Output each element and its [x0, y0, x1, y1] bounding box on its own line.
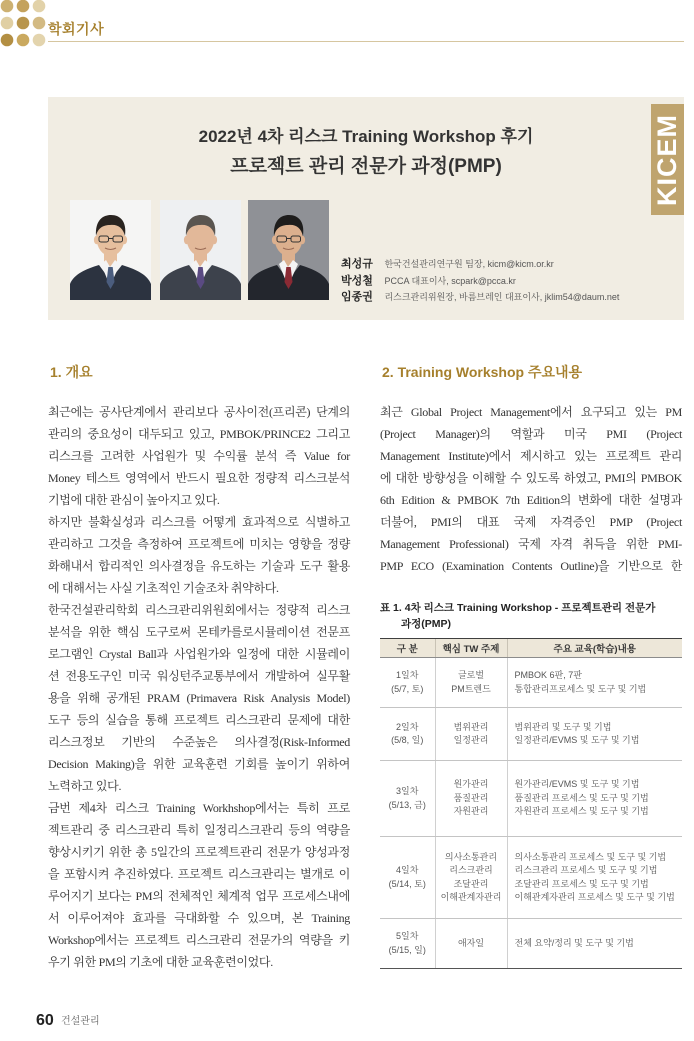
table-cell-line: 조달관리 [453, 878, 489, 889]
text-line: 루어지기 보다는 PM의 전체적인 체계적 업무 프로세스내에 [48, 889, 350, 903]
table-cell-line: 조달관리 프로세스 및 도구 및 기법 [514, 878, 649, 889]
table-cell-content [507, 708, 682, 761]
text-line: Management Professional) 국제 자격 취득을 위한 PMI- [380, 537, 682, 551]
table-cell-line: 일정관리/EVMS 및 도구 및 기법 [514, 735, 640, 745]
paragraph [48, 599, 350, 797]
decorative-dot [1, 34, 14, 47]
text-line: 에 대한 방향성을 이해할 수 있도록 하였고, PMI의 PMBOK [380, 471, 682, 485]
table-cell-topic [435, 837, 507, 919]
table-header-cell: 구 분 [380, 639, 435, 658]
author-name: 최성규 [341, 258, 373, 270]
text-line: 향상시키기 위한 총 5일간의 프로젝트관리 전문가 양성과정 [48, 845, 350, 859]
table-cell-line: 3일차 [396, 786, 419, 796]
brand-tab-label: KICEM [652, 113, 682, 206]
table-cell-line: 2일차 [396, 721, 419, 732]
decorative-dot [1, 0, 14, 12]
table-cell-content [507, 837, 682, 919]
table-caption-line: 과정(PMP) [401, 618, 452, 630]
decorative-dot [1, 17, 14, 30]
decorative-dot [17, 17, 30, 30]
paragraph [48, 511, 350, 599]
text-line: Decision Making)을 위한 교육훈련 기회를 높이기 위하여 [48, 757, 350, 771]
author-name: 임종권 [341, 291, 373, 303]
decorative-dot [17, 0, 30, 12]
author-row [341, 288, 681, 305]
table-cell-day [380, 761, 435, 837]
table-cell-line: 리스크관리 프로세스 및 도구 및 기법 [514, 865, 658, 875]
table-header-cell: 주요 교육(학습)내용 [507, 639, 682, 658]
text-line: 6th Edition & PMBOK 7th Edition의 변화에 대한 설명과 [380, 493, 682, 507]
table-cell-line: 애자일 [457, 937, 485, 948]
author-affiliation: 리스크관리위원장, 바름브레인 대표이사, jklim54@daum.net [384, 292, 620, 302]
table-cell-line: 일정관리 [453, 735, 489, 745]
author-affiliation: 한국건설관리연구원 팀장, kicm@kicm.or.kr [384, 259, 554, 269]
section-heading-overview: 1. 개요 [50, 364, 93, 380]
table-cell-line: 이해관계자관리 프로세스 및 도구 및 기법 [514, 892, 675, 902]
table-cell-line: 리스크관리 [449, 865, 493, 875]
text-line: 션 전용도구인 미국 워싱턴주교통부에서 개발하여 실무활 [48, 669, 350, 683]
table-cell-topic [435, 919, 507, 969]
table-cell-line: 의사소통관리 [444, 851, 498, 862]
text-line: 에 대해서는 사실 기초적인 기술조차 취약하다. [48, 581, 279, 595]
left-column [48, 362, 350, 982]
table-cell-line: 자원관리 [453, 806, 489, 817]
text-line: 최근에는 공사단계에서 관리보다 공사이전(프리콘) 단계의 [48, 405, 350, 419]
table-cell-topic [435, 761, 507, 837]
decorative-dot [33, 34, 46, 47]
paragraph [48, 797, 350, 973]
table-caption-line: 표 1. 4차 리스크 Training Workshop - 프로젝트관리 전문가 [380, 602, 656, 614]
article-title: 2022년 4차 리스크 Training Workshop 후기 [198, 127, 534, 146]
schedule-table [380, 638, 682, 969]
text-line: PMP ECO (Examination Contents Outline)을 기반으로 한 [380, 559, 682, 573]
author-photo [248, 200, 329, 300]
text-line: Money 테스트 영역에서 반드시 필요한 정량적 리스크분석 [48, 471, 350, 485]
text-line: 금번 제4차 리스크 Training Workhshop에서는 특히 프로 [48, 801, 350, 815]
table-row [380, 837, 682, 919]
table-cell-line: 원가관리/EVMS 및 도구 및 기법 [514, 779, 640, 790]
table-cell-line: 의사소통관리 프로세스 및 도구 및 기법 [514, 851, 667, 862]
decorative-dot [33, 17, 46, 30]
text-line: 화해내서 합리적인 의사결정을 유도하는 기술과 도구 활용 [48, 559, 350, 573]
table-cell-topic [435, 658, 507, 708]
table-body [380, 658, 682, 969]
table-cell-line: 전체 요약/정리 및 도구 및 기법 [514, 937, 634, 948]
table-row [380, 658, 682, 708]
table-cell-line: PMBOK 6판, 7판 [514, 670, 582, 680]
paragraph [380, 401, 682, 577]
text-line: 을 포함시켜 추진하였다. 프로젝트 리스크관리는 별개로 이 [48, 867, 350, 881]
table-row [380, 708, 682, 761]
paragraph [48, 401, 350, 511]
text-line: 도구 등의 실습을 통해 프로젝트 리스크관리 문제에 대한 [48, 713, 350, 727]
right-column [380, 362, 682, 982]
author-photo [160, 200, 241, 300]
text-line: Management Institute)에서 제시하고 있는 프로젝트 관리 [380, 449, 682, 463]
table-cell-line: (5/7, 토) [391, 683, 424, 694]
decorative-dots [0, 0, 46, 48]
text-line: 용을 위해 공개된 PRAM (Primavera Risk Analysis Model) [48, 691, 350, 705]
text-line: 서 이루어져야 효과를 극대화할 수 있으며, 본 Training [48, 911, 350, 925]
table-cell-line: 1일차 [396, 670, 419, 680]
table-row [380, 761, 682, 837]
table-cell-topic [435, 708, 507, 761]
table-cell-day [380, 708, 435, 761]
table-cell-line: (5/15, 일) [388, 944, 426, 955]
table-cell-content [507, 658, 682, 708]
text-line: 관리의 중요성이 대두되고 있고, PMBOK/PRINCE2 그리고 [48, 427, 350, 441]
body-text [48, 401, 350, 973]
table-header-row [380, 639, 682, 658]
text-line: 분석을 위한 핵심 도구로써 몬테카를로시뮬레이션 전문프 [48, 625, 350, 639]
text-line: 젝트관리 중 리스크관리 특히 일정리스크관리 등의 역량을 [48, 823, 350, 837]
table-cell-line: 원가관리 [453, 779, 489, 790]
table-cell-content [507, 919, 682, 969]
decorative-dot [33, 0, 46, 12]
text-line: 노력하고 있다. [48, 779, 122, 793]
text-line: 로그램인 Crystal Ball과 사업원가와 일정에 대한 시뮬레이 [48, 647, 350, 661]
body-text [380, 401, 682, 577]
table-cell-line: 범위관리 [453, 721, 489, 732]
text-line: 더불어, PMI의 대표 국제 자격증인 PMP (Project [380, 515, 682, 529]
table-cell-day [380, 837, 435, 919]
text-line: Workshop에서는 프로젝트 리스크관리 전문가의 역량을 키 [48, 933, 350, 947]
text-line: 한국건설관리학회 리스크관리위원회에서는 정량적 리스크 [48, 603, 350, 617]
text-line: (Project Manager)의 역할과 미국 PMI (Project [380, 427, 682, 441]
author-photo [70, 200, 151, 300]
table-cell-line: (5/13, 금) [388, 799, 426, 810]
table-cell-day [380, 919, 435, 969]
table-cell-line: (5/8, 일) [391, 735, 424, 745]
table-cell-day [380, 658, 435, 708]
article-header [48, 97, 684, 320]
table-cell-line: 글로벌 [457, 670, 485, 680]
table-caption [380, 600, 682, 632]
text-line: 기법에 대한 관심이 높아지고 있다. [48, 493, 220, 507]
author-row [341, 255, 681, 272]
text-line: 우기 위한 PM의 기초에 대한 교육훈련이었다. [48, 955, 273, 969]
brand-tab [651, 104, 684, 215]
text-line: 리스크를 고려한 사업원가 및 수익률 분석 즉 Value for [48, 449, 350, 463]
table-cell-line: 5일차 [396, 931, 419, 941]
decorative-dot [17, 34, 30, 47]
section-heading-workshop: 2. Training Workshop 주요내용 [382, 364, 583, 380]
text-line: 리스크정보 기반의 수준높은 의사결정(Risk-Informed [48, 735, 350, 749]
author-name: 박성철 [341, 274, 373, 287]
author-affiliation: PCCA 대표이사, scpark@pcca.kr [384, 275, 516, 286]
top-rule [48, 41, 684, 42]
table-cell-line: 품질관리 프로세스 및 도구 및 기법 [514, 792, 649, 803]
magazine-name: 건설관리 [61, 1016, 100, 1027]
page-number: 60 [36, 1012, 54, 1029]
table-cell-content [507, 761, 682, 837]
table-cell-line: 통합관리프로세스 및 도구 및 기법 [514, 683, 647, 694]
text-line: 하지만 불확실성과 리스크를 어떻게 효과적으로 식별하고 [48, 515, 350, 529]
table-cell-line: 범위관리 및 도구 및 기법 [514, 721, 612, 732]
table-cell-line: PM트렌드 [451, 683, 491, 694]
table-cell-line: 4일차 [396, 865, 419, 875]
author-row [341, 272, 681, 289]
table-cell-line: 품질관리 [453, 792, 489, 803]
section-label: 학회기사 [48, 21, 105, 37]
text-line: 최근 Global Project Management에서 요구되고 있는 PM [380, 405, 682, 419]
table-cell-line: (5/14, 토) [388, 878, 426, 889]
article-subtitle: 프로젝트 관리 전문가 과정(PMP) [230, 156, 502, 177]
text-line: 관리하고 그것을 측정하여 프로젝트에 미치는 영향을 정량 [48, 537, 350, 551]
table-cell-line: 이해관계자관리 [440, 892, 502, 902]
author-list [341, 255, 681, 305]
table-header-cell: 핵심 TW 주제 [435, 639, 507, 658]
table-cell-line: 자원관리 프로세스 및 도구 및 기법 [514, 806, 649, 817]
table-row [380, 919, 682, 969]
